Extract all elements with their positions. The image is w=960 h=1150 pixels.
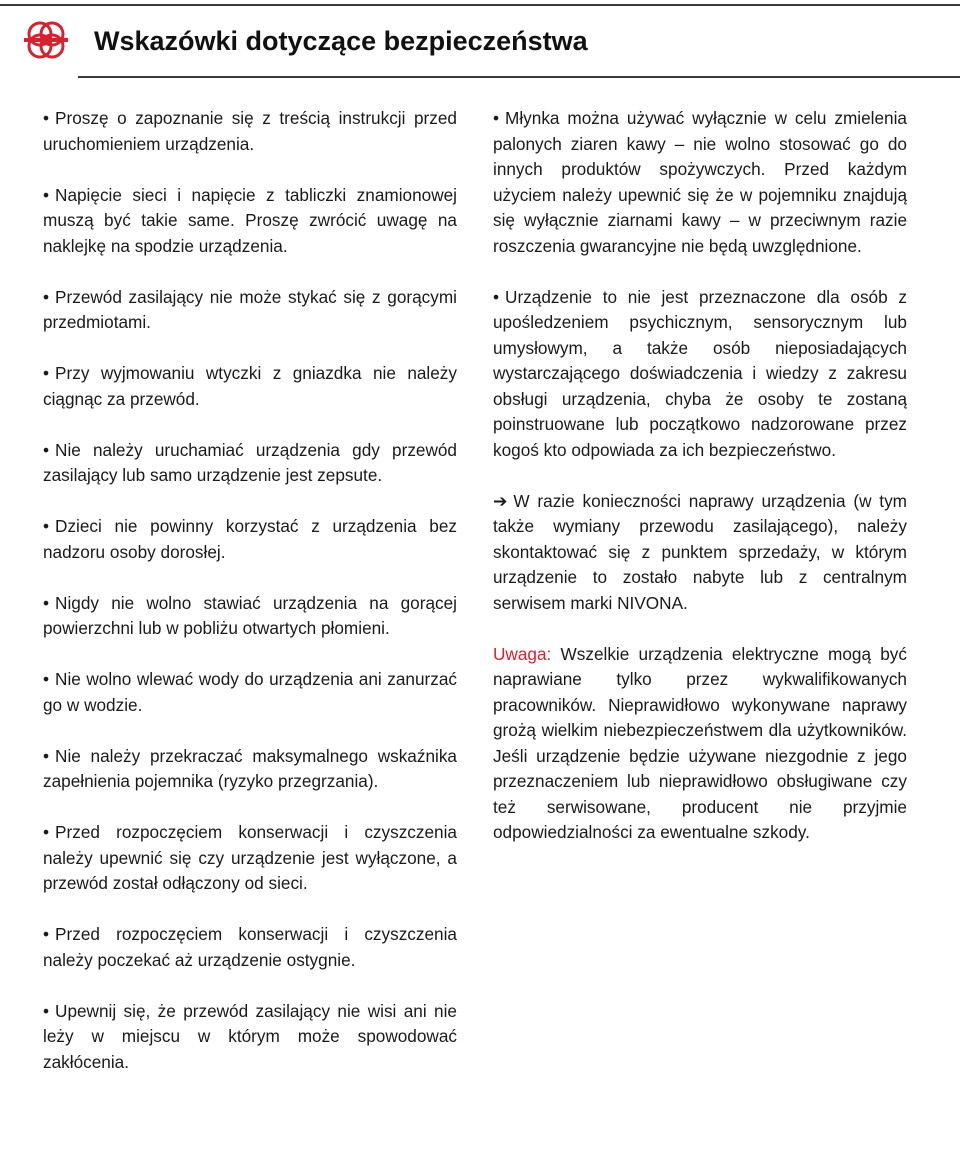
warning-label: Uwaga: bbox=[493, 643, 552, 664]
page-title: Wskazówki dotyczące bezpieczeństwa bbox=[94, 26, 588, 56]
list-item: • Proszę o zapoznanie się z treścią instrukcji przed uruchomieniem urządzenia. bbox=[43, 106, 457, 157]
list-item: • Nigdy nie wolno stawiać urządzenia na gorącej powierzchni lub w pobliżu otwartych płomieni. bbox=[43, 591, 457, 642]
list-item: • Przy wyjmowaniu wtyczki z gniazdka nie należy ciągnąc za przewód. bbox=[43, 361, 457, 412]
header-bottom-rule bbox=[78, 76, 960, 78]
list-item: • Nie należy przekraczać maksymalnego wskaźnika zapełnienia pojemnika (ryzyko przegrzania). bbox=[43, 744, 457, 795]
repair-note bbox=[493, 489, 907, 617]
brand-logo-icon bbox=[20, 14, 72, 66]
list-item: • Przed rozpoczęciem konserwacji i czyszczenia należy upewnić się czy urządzenie jest wyłączone, a przewód został odłączony od sieci. bbox=[43, 820, 457, 897]
page-header bbox=[0, 0, 960, 82]
list-item: • Nie należy uruchamiać urządzenia gdy przewód zasilający lub samo urządzenie jest zepsute. bbox=[43, 438, 457, 489]
repair-note-text: W razie konieczności naprawy urządzenia (w tym także wymiany przewodu zasilającego), należy skontaktować się z punktem sprzedaży, w którym urządzenie to zostało nabyte lub z centralnym serwisem marki NIVONA. bbox=[493, 490, 907, 613]
coffee-only-item: • Młynka można używać wyłącznie w celu zmielenia palonych ziaren kawy – nie wolno stosować go do innych produktów spożywczych. Przed każdym użyciem należy upewnić się że w pojemniku znajdują się wyłącznie ziarnami kawy – w przeciwnym razie roszczenia gwarancyjne nie będą uwzględnione. bbox=[493, 106, 907, 259]
arrow-right-icon: ➔ bbox=[493, 490, 508, 511]
header-top-rule bbox=[0, 4, 960, 6]
warning-text: Wszelkie urządzenia elektryczne mogą być naprawiane tylko przez wykwalifikowanych pracowników. Nieprawidłowo wykonywane naprawy grożą wielkim niebezpieczeństwem dla użytkowników. Jeśli urządzenie będzie używane niezgodnie z jego przeznaczeniem lub nieprawidłowo obsługiwane czy też serwisowane, producent nie przyjmie odpowiedzialności za ewentualne szkody. bbox=[493, 643, 907, 842]
list-item: • Upewnij się, że przewód zasilający nie wisi ani nie leży w miejscu w którym może spowodować zakłócenia. bbox=[43, 999, 457, 1076]
list-item: • Dzieci nie powinny korzystać z urządzenia bez nadzoru osoby dorosłej. bbox=[43, 514, 457, 565]
user-restriction-item: • Urządzenie to nie jest przeznaczone dla osób z upośledzeniem psychicznym, sensorycznym lub umysłowym, a także osób nieposiadających wystarczającego doświadczenia i wiedzy z zakresu obsługi urządzenia, chyba że osoby te zostaną poinstruowane lub początkowo nadzorowane przez kogoś kto odpowiada za ich bezpieczeństwo. bbox=[493, 285, 907, 464]
list-item: • Nie wolno wlewać wody do urządzenia ani zanurzać go w wodzie. bbox=[43, 667, 457, 718]
right-column bbox=[493, 106, 907, 871]
list-item: • Przewód zasilający nie może stykać się z gorącymi przedmiotami. bbox=[43, 285, 457, 336]
list-item: • Przed rozpoczęciem konserwacji i czyszczenia należy poczekać aż urządzenie ostygnie. bbox=[43, 922, 457, 973]
warning-paragraph bbox=[493, 642, 907, 846]
left-column bbox=[43, 106, 457, 1101]
list-item: • Napięcie sieci i napięcie z tabliczki znamionowej muszą być takie same. Proszę zwrócić uwagę na naklejkę na spodzie urządzenia. bbox=[43, 183, 457, 260]
